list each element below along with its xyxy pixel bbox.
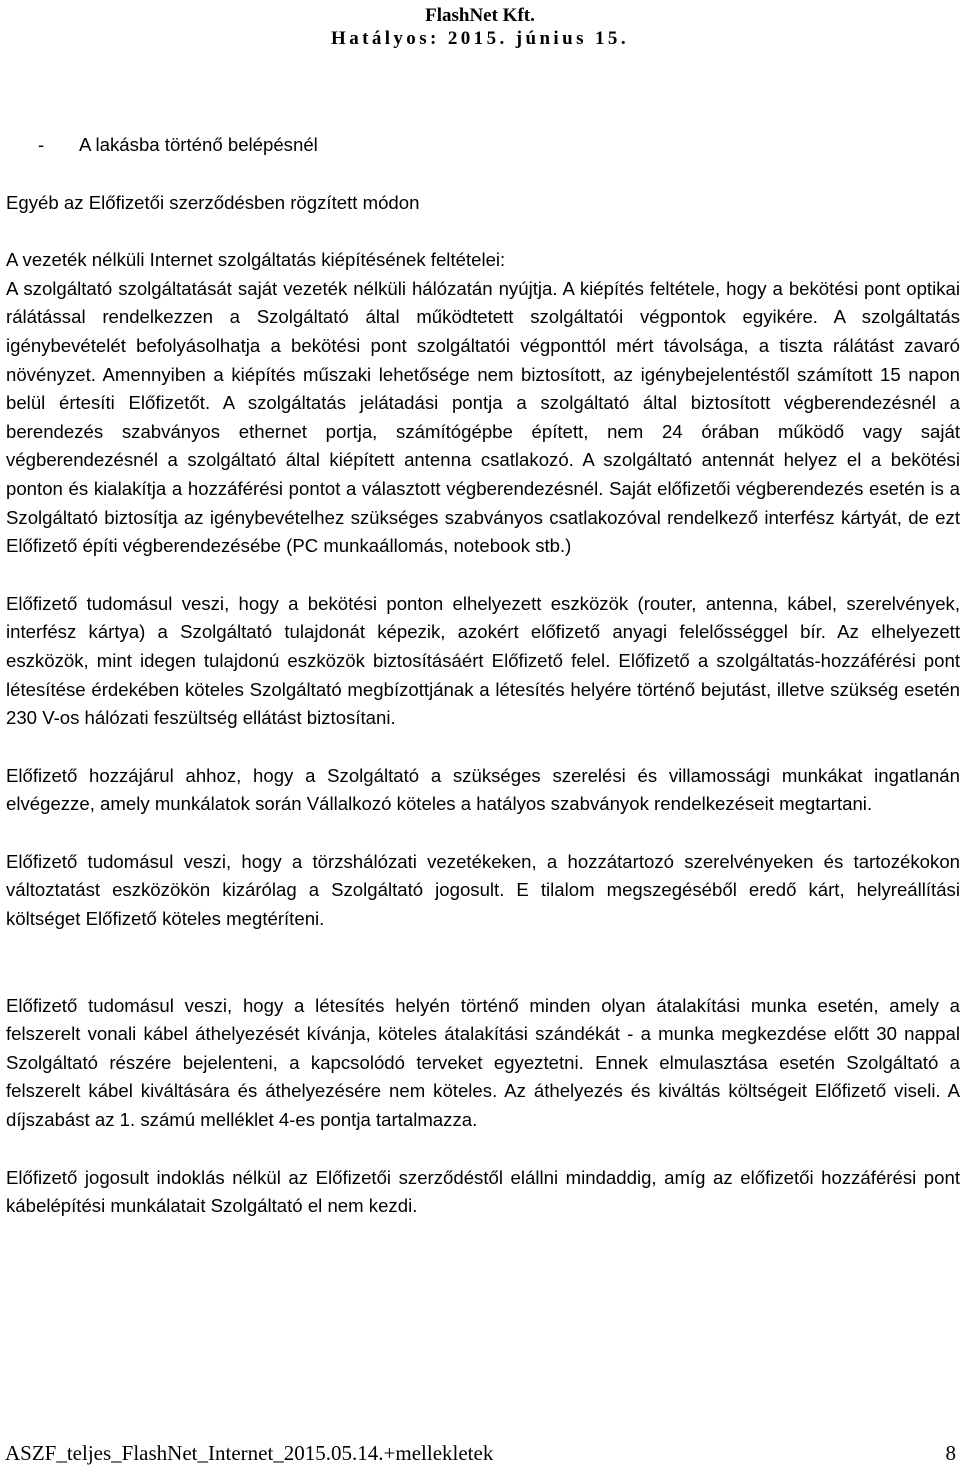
paragraph-cable-relocation: Előfizető tudomásul veszi, hogy a létesítés helyén történő minden olyan átalakítási munka esetén, amely a felszerelt vonali kábel áthelyezését kívánja, köteles átalakítási szándékát - a munka megkezdése előtt 30 nappal Szolgáltató részére bejelenteni, a kapcsolódó terveket egyeztetni. Ennek elmulasztása esetén Szolgáltató a felszerelt kábel kiváltására és áthelyezésére nem köteles. Az áthelyezés és kiváltás költségeit Előfizető viseli. A díjszabást az 1. számú melléklet 4-es pontja tartalmazza. <box>6 994 960 1131</box>
paragraph-other-method: Egyéb az Előfizetői szerződésben rögzített módon <box>6 191 420 213</box>
page-header <box>0 4 960 50</box>
paragraph-withdrawal-right: Előfizető jogosult indoklás nélkül az Előfizetői szerződéstől elállni mindaddig, amíg az előfizetői hozzáférési pont kábelépítési munkálatait Szolgáltató el nem kezdi. <box>6 1166 960 1217</box>
paragraph-wireless-conditions: A szolgáltató szolgáltatását saját vezeték nélküli hálózatán nyújtja. A kiépítés feltétele, hogy a bekötési pont optikai rálátással rendelkezzen a Szolgáltató által működtetett szolgáltatói végpontok egyikére. A szolgáltatás igénybevételét befolyásolhatja a bekötési pont szolgáltatói végponttól mért távolsága, a tiszta rálátást zavaró növényzet. Amennyiben a kiépítés műszaki lehetősége nem biztosított, az igénybejelentéstől számított 15 napon belül értesíti Előfizetőt. A szolgáltatás jelátadási pontja a szolgáltató által biztosított végberendezésnél a berendezés szabványos ethernet portja, számítógépbe épített, nem 24 órában működő vagy saját végberendezésnél a szolgáltató által kiépített antenna csatlakozó. A szolgáltató antennát helyez el a bekötési ponton és kialakítja a hozzáférési pontot a választott végberendezésnél. Saját előfizetői végberendezés esetén is a Szolgáltató biztosítja az igénybevételhez szükséges szabványos csatlakozóval rendelkező interfész kártyát, de ezt Előfizető építi végberendezésébe (PC munkaállomás, notebook stb.) <box>6 277 960 557</box>
footer-filename: ASZF_teljes_FlashNet_Internet_2015.05.14.+mellekletek <box>5 1441 494 1465</box>
document-body <box>6 131 960 1221</box>
bullet-item <box>6 131 960 160</box>
company-name: FlashNet Kft. <box>425 5 535 26</box>
effective-date: Hatályos: 2015. június 15. <box>331 28 629 49</box>
paragraph-installation-consent: Előfizető hozzájárul ahhoz, hogy a Szolgáltató a szükséges szerelési és villamossági munkákat ingatlanán elvégezze, amely munkálatok során Vállalkozó köteles a hatályos szabványok rendelkezéseit megtartani. <box>6 764 960 815</box>
bullet-dash: - <box>38 134 45 155</box>
paragraph-network-prohibition: Előfizető tudomásul veszi, hogy a törzshálózati vezetékeken, a hozzátartozó szerelvényeken és tartozékokon változtatást eszközökön kizárólag a Szolgáltató jogosult. E tilalom megszegéséből eredő kárt, helyreállítási költséget Előfizető köteles megtéríteni. <box>6 850 960 930</box>
paragraph-wireless-heading: A vezeték nélküli Internet szolgáltatás kiépítésének feltételei: <box>6 249 506 271</box>
bullet-text: A lakásba történő belépésnél <box>79 134 318 155</box>
paragraph-equipment-ownership: Előfizető tudomásul veszi, hogy a bekötési ponton elhelyezett eszközök (router, antenna, kábel, szerelvények, interfész kártya) a Szolgáltató tulajdonát képezik, azokért előfizető anyagi felelősséggel bír. Az elhelyezett eszközök, mint idegen tulajdonú eszközök biztosításáért Előfizető felel. Előfizető a szolgáltatás-hozzáférési pont létesítése érdekében köteles Szolgáltató megbízottjának a létesítés helyére történő bejutást, illetve szükség esetén 230 V-os hálózati feszültség ellátást biztosítani. <box>6 592 960 729</box>
page-footer <box>5 1440 956 1466</box>
page-number: 8 <box>945 1441 956 1465</box>
